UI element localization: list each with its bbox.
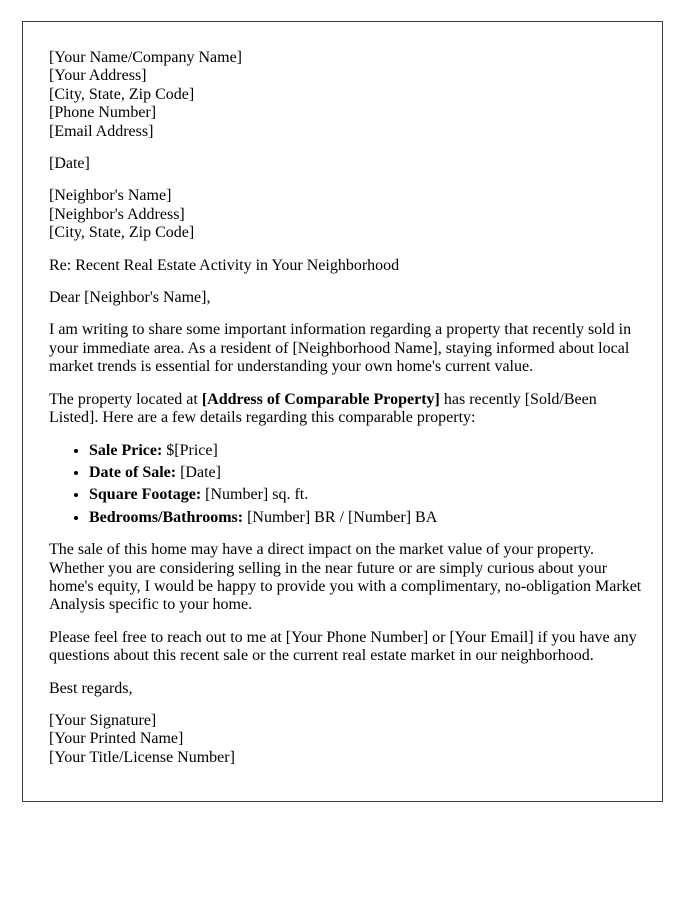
sender-name-line: [Your Name/Company Name] (49, 49, 243, 66)
detail-value: [Number] BR / [Number] BA (243, 508, 438, 526)
property-address-bold: [Address of Comparable Property] (201, 390, 440, 408)
title-license-line: [Your Title/License Number] (49, 748, 235, 766)
detail-value: $[Price] (162, 441, 218, 459)
detail-label: Date of Sale: (89, 463, 177, 481)
recipient-name-line: [Neighbor's Name] (49, 187, 172, 205)
closing: Best regards, (49, 679, 133, 697)
property-details-list (49, 442, 649, 528)
signature-block (49, 712, 649, 767)
detail-label: Square Footage: (89, 486, 202, 504)
property-text-before: The property located at (49, 390, 202, 408)
sender-email-line: [Email Address] (49, 122, 154, 140)
letter-frame (22, 21, 663, 802)
paragraph-impact: The sale of this home may have a direct impact on the market value of your property. Whether you are considering selling in the near future or are simply curious about your home's equity, I would be happy to provide you with a complimentary, no-obligation Market Analysis specific to your home. (49, 541, 642, 614)
printed-name-line: [Your Printed Name] (49, 730, 184, 748)
detail-value: [Number] sq. ft. (201, 486, 309, 504)
signature-line: [Your Signature] (49, 711, 157, 729)
detail-label: Bedrooms/Bathrooms: (89, 508, 244, 526)
detail-item-bedrooms-bathrooms (89, 509, 649, 527)
sender-address-line: [Your Address] (49, 67, 147, 85)
property-text-after: has recently [Sold/Been Listed]. Here are a few details regarding this comparable property: (49, 390, 597, 427)
sender-city-line: [City, State, Zip Code] (49, 85, 195, 103)
date-line: [Date] (49, 155, 90, 173)
detail-value: [Date] (176, 463, 221, 481)
detail-item-square-footage (89, 486, 649, 504)
detail-item-date-of-sale (89, 464, 649, 482)
recipient-city-line: [City, State, Zip Code] (49, 224, 195, 242)
paragraph-intro: I am writing to share some important information regarding a property that recently sold in your immediate area. As a resident of [Neighborhood Name], staying informed about local market trends is essential for understanding your own home's current value. (49, 321, 632, 376)
recipient-address-line: [Neighbor's Address] (49, 205, 185, 223)
sender-address-block (49, 49, 649, 141)
detail-item-sale-price (89, 442, 649, 460)
subject-line: Re: Recent Real Estate Activity in Your Neighborhood (49, 256, 400, 274)
sender-phone-line: [Phone Number] (49, 104, 157, 122)
recipient-address-block (49, 187, 649, 242)
paragraph-property (49, 391, 649, 428)
salutation: Dear [Neighbor's Name], (49, 289, 211, 307)
detail-label: Sale Price: (89, 441, 163, 459)
paragraph-contact: Please feel free to reach out to me at [Your Phone Number] or [Your Email] if you have any questions about this recent sale or the current real estate market in our neighborhood. (49, 628, 637, 665)
